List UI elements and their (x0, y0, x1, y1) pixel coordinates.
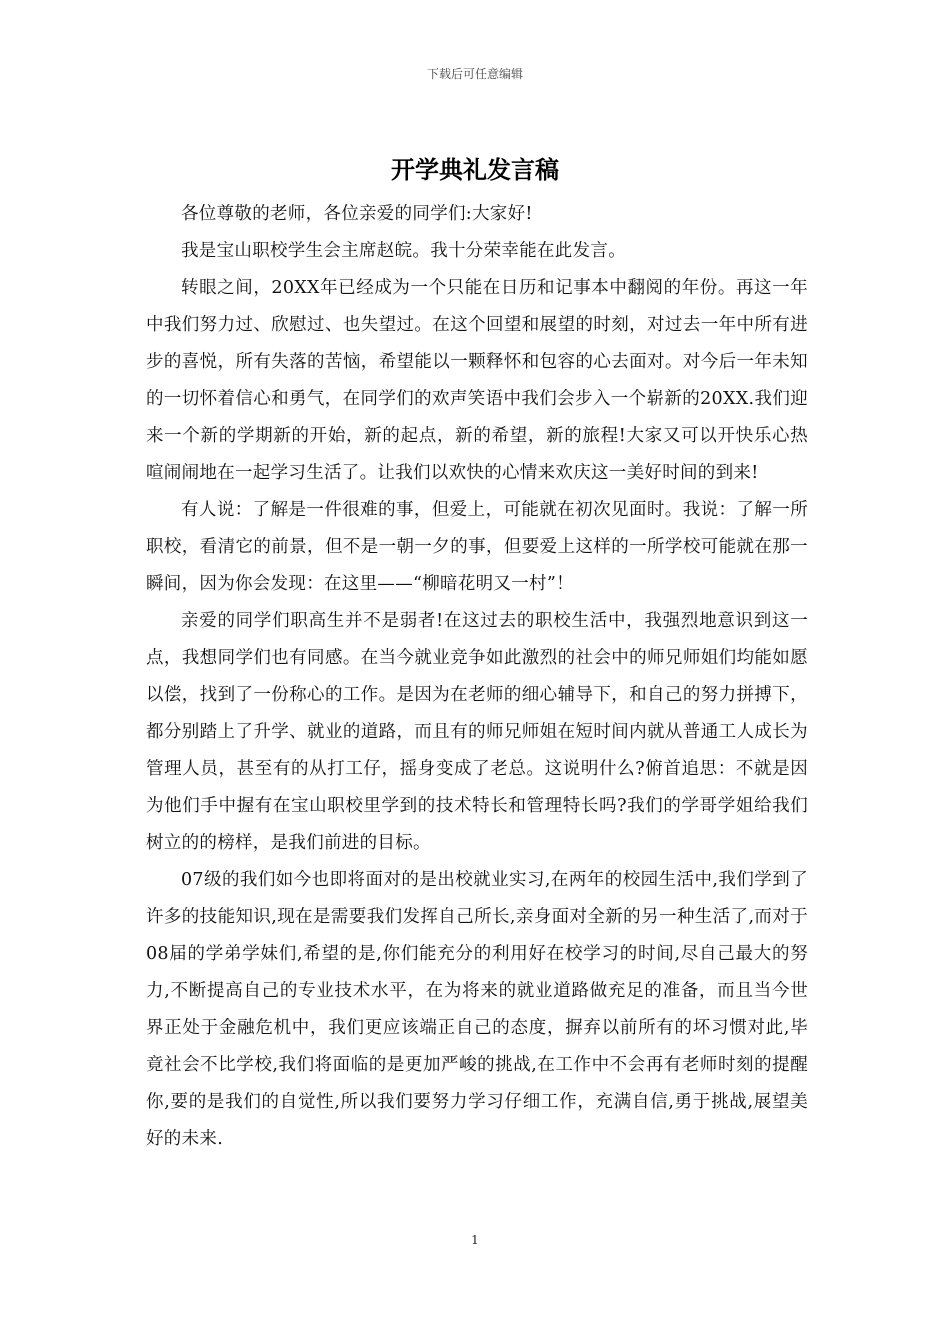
paragraph-internship: 07级的我们如今也即将面对的是出校就业实习,在两年的校园生活中,我们学到了许多的技能知识,现在是需要我们发挥自己所长,亲身面对全新的另一种生活了,而对于08届的学弟学妹们,希望的是,你们能充分的利用好在校学习的时间,尽自己最大的努力,不断提高自己的专业技术水平，在为将来的就业道路做充足的准备，而且当今世界正处于金融危机中，我们更应该端正自己的态度，摒弃以前所有的坏习惯对此,毕竟社会不比学校,我们将面临的是更加严峻的挑战,在工作中不会再有老师时刻的提醒你,要的是我们的自觉性,所以我们要努力学习仔细工作，充满自信,勇于挑战,展望美好的未来. (146, 870, 808, 1149)
paragraph-new-year: 转眼之间，20XX年已经成为一个只能在日历和记事本中翻阅的年份。再这一年中我们努力过、欣慰过、也失望过。在这个回望和展望的时刻，对过去一年中所有进步的喜悦，所有失落的苦恼，希望能以一颗释怀和包容的心去面对。对今后一年未知的一切怀着信心和勇气，在同学们的欢声笑语中我们会步入一个崭新的20XX.我们迎来一个新的学期新的开始，新的起点，新的希望，新的旅程!大家又可以开快乐心热喧闹闹地在一起学习生活了。让我们以欢快的心情来欢庆这一美好时间的到来! (146, 278, 808, 483)
paragraph-greeting: 各位尊敬的老师，各位亲爱的同学们:大家好! (181, 204, 533, 224)
paragraph-introduction: 我是宝山职校学生会主席赵皖。我十分荣幸能在此发言。 (181, 241, 626, 261)
document-body (146, 196, 808, 1158)
paragraph-vocational-students: 亲爱的同学们职高生并不是弱者!在这过去的职校生活中，我强烈地意识到这一点，我想同学们也有同感。在当今就业竞争如此激烈的社会中的师兄师姐们均能如愿以偿，找到了一份称心的工作。是因为在老师的细心辅导下，和自己的努力拼搏下，都分别踏上了升学、就业的道路，而且有的师兄师姐在短时间内就从普通工人成长为管理人员，甚至有的从打工仔，摇身变成了老总。这说明什么?俯首追思：不就是因为他们手中握有在宝山职校里学到的技术特长和管理特长吗?我们的学哥学姐给我们树立的的榜样，是我们前进的目标。 (146, 611, 808, 853)
document-title: 开学典礼发言稿 (391, 155, 559, 184)
paragraph-understanding: 有人说：了解是一件很难的事，但爱上，可能就在初次见面时。我说：了解一所职校，看清它的前景，但不是一朝一夕的事，但要爱上这样的一所学校可能就在那一瞬间，因为你会发现：在这里——“柳暗花明又一村”！ (146, 500, 808, 594)
page-number: 1 (471, 1233, 479, 1247)
page-header-note: 下载后可任意编辑 (426, 67, 523, 81)
